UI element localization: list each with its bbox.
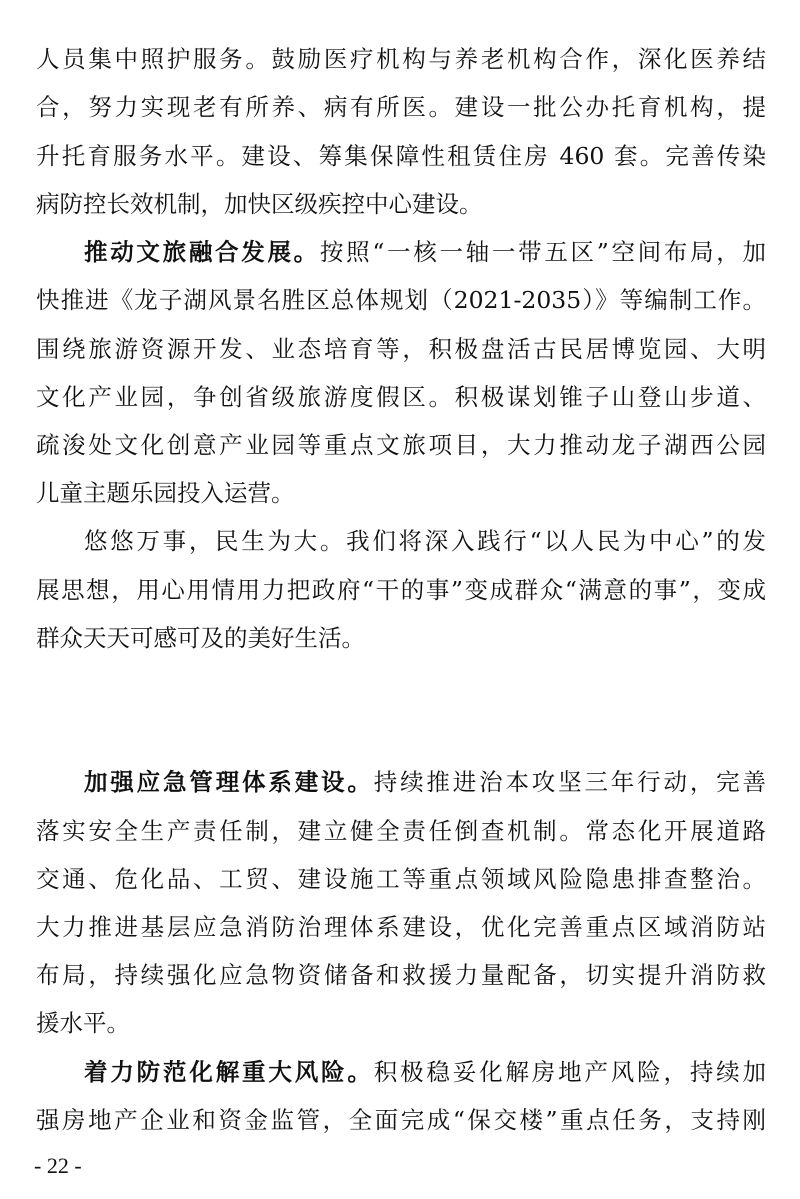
paragraph-lead-heading: 加强应急管理体系建设。 [84, 768, 374, 796]
body-text-line: 疏浚处文化创意产业园等重点文旅项目，大力推动龙子湖西公园 [36, 431, 766, 459]
body-text-line: 大力推进基层应急消防治理体系建设，优化完善重点区域消防站 [36, 913, 766, 941]
body-text-line: 儿童主题乐园投入运营。 [36, 479, 295, 507]
body-text-line: 围绕旅游资源开发、业态培育等，积极盘活古民居博览园、大明 [36, 335, 766, 363]
body-text-line: 强房地产企业和资金监管，全面完成“保交楼”重点任务，支持刚 [36, 1106, 766, 1134]
paragraph-first-line [84, 237, 766, 267]
paragraph-lead-heading: 推动文旅融合发展。 [84, 238, 320, 266]
page-number: - 22 - [34, 1153, 82, 1178]
body-text-line: 援水平。 [36, 1009, 130, 1037]
body-text-line: 交通、危化品、工贸、建设施工等重点领域风险隐患排查整治。 [36, 865, 766, 893]
body-text-line: 群众天天可感可及的美好生活。 [36, 624, 365, 652]
body-text-line: 文化产业园，争创省级旅游度假区。积极谋划锥子山登山步道、 [36, 383, 766, 411]
body-text-line: 合，努力实现老有所养、病有所医。建设一批公办托育机构，提 [36, 93, 766, 121]
body-text-line: 病防控长效机制，加快区级疾控中心建设。 [36, 190, 483, 218]
body-text: 积极稳妥化解房地产风险，持续加 [373, 1058, 767, 1086]
paragraph-first-line [84, 1057, 766, 1087]
body-text: 按照“一核一轴一带五区”空间布局，加 [319, 238, 767, 266]
body-text-line: 快推进《龙子湖风景名胜区总体规划（2021-2035）》等编制工作。 [36, 286, 766, 314]
body-text-line: 落实安全生产责任制，建立健全责任倒查机制。常态化开展道路 [36, 817, 766, 845]
paragraph-first-line [84, 767, 766, 797]
paragraph-lead-heading: 着力防范化解重大风险。 [84, 1058, 374, 1086]
paragraph-first-line: 悠悠万事，民生为大。我们将深入践行“以人民为中心”的发 [84, 527, 766, 555]
body-text-line: 展思想，用心用情用力把政府“干的事”变成群众“满意的事”，变成 [36, 576, 766, 604]
body-text: 持续推进治本攻坚三年行动，完善 [373, 768, 767, 796]
body-text-line: 人员集中照护服务。鼓励医疗机构与养老机构合作，深化医养结 [36, 45, 766, 73]
body-text-line: 布局，持续强化应急物资储备和救援力量配备，切实提升消防救 [36, 961, 766, 989]
body-text-line: 升托育服务水平。建设、筹集保障性租赁住房 460 套。完善传染 [36, 142, 766, 170]
